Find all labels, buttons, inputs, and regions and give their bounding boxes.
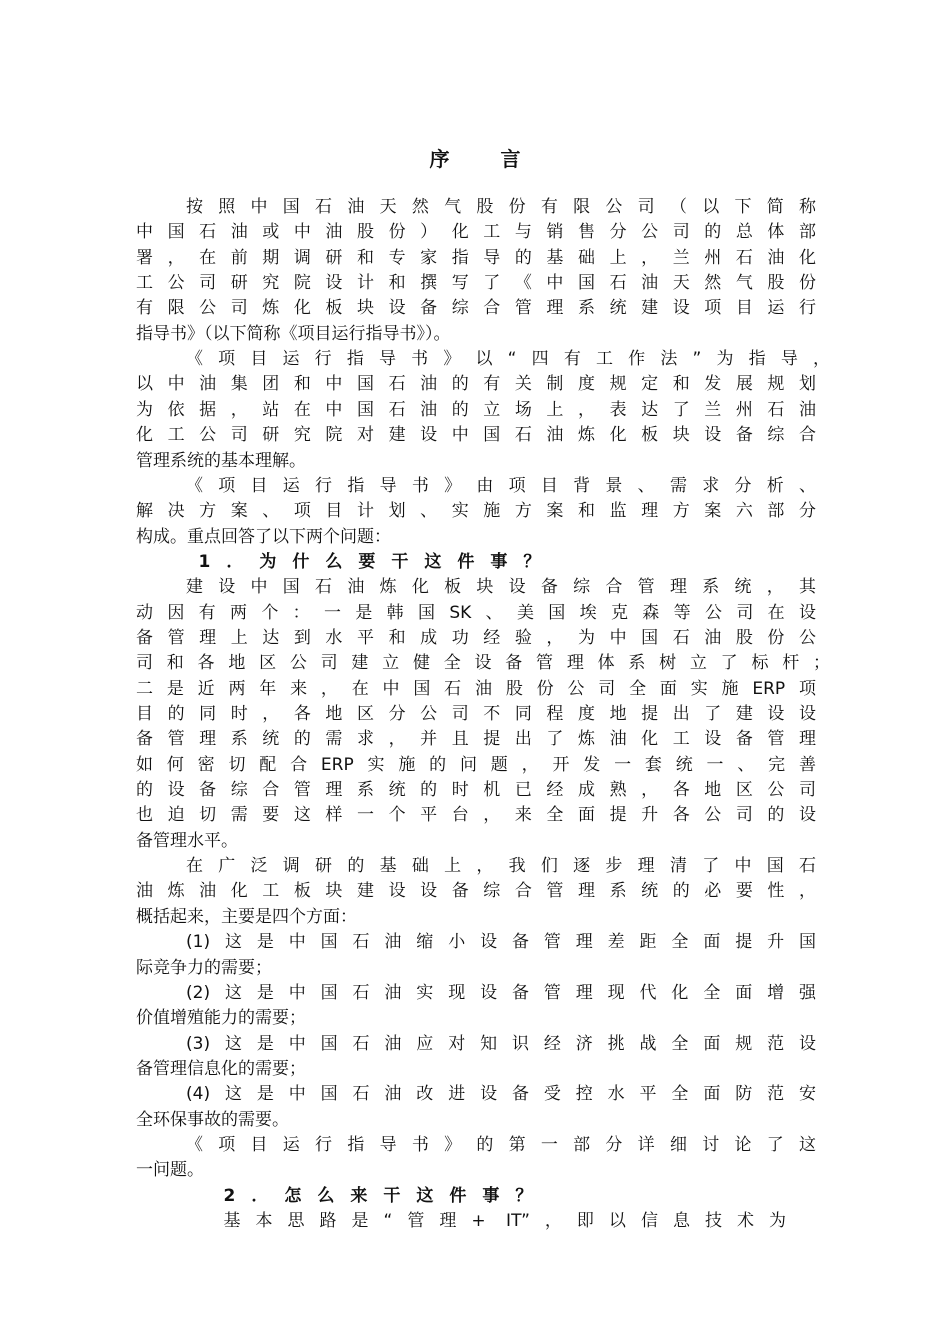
- paragraph-line: 油炼油化工板块建设设备综合管理系统的必要性，: [136, 881, 816, 902]
- paragraph-line: (4)这是中国石油改进设备受控水平全面防范安: [186, 1084, 816, 1105]
- paragraph-line: 概括起来，主要是四个方面：: [136, 906, 357, 927]
- paragraph-line: 在广泛调研的基础上，我们逐步理清了中国石: [186, 856, 816, 877]
- paragraph-line: 管理系统的基本理解。: [136, 450, 306, 471]
- paragraph-line: 价值增殖能力的需要；: [136, 1008, 306, 1029]
- paragraph-line: 工公司研究院设计和撰写了《中国石油天然气股份: [136, 273, 816, 294]
- paragraph-line: 基本思路是“管理+ IT”，即以信息技术为: [223, 1211, 786, 1231]
- paragraph-line: 为依据，站在中国石油的立场上，表达了兰州石油: [136, 399, 816, 420]
- paragraph-line: 《项目运行指导书》以“四有工作法”为指导，: [186, 349, 830, 370]
- paragraph-line: (3)这是中国石油应对知识经济挑战全面规范设: [186, 1033, 816, 1054]
- paragraph-line: 有限公司炼化板块设备综合管理系统建设项目运行: [136, 298, 816, 319]
- document-title: 序 言: [429, 147, 543, 171]
- paragraph-line: 际竞争力的需要；: [136, 957, 272, 978]
- paragraph-line: 全环保事故的需要。: [136, 1109, 289, 1130]
- paragraph-line: 司和各地区公司建立健全设备管理体系树立了标杆；: [136, 653, 830, 674]
- paragraph-line: 构成。重点回答了以下两个问题：: [136, 526, 391, 547]
- paragraph-line: 备管理信息化的需要；: [136, 1058, 306, 1079]
- paragraph-line: (1)这是中国石油缩小设备管理差距全面提升国: [186, 932, 816, 953]
- paragraph-line: 指导书》（以下简称《项目运行指导书》）。: [136, 323, 451, 344]
- paragraph-line: 备管理水平。: [136, 830, 238, 851]
- paragraph-line: 如何密切配合ERP实施的问题，开发一套统一、完善: [136, 754, 816, 775]
- paragraph-line: 《项目运行指导书》由项目背景、需求分析、: [186, 475, 816, 496]
- paragraph-line: 备管理上达到水平和成功经验，为中国石油股份公: [136, 627, 816, 648]
- paragraph-line: 《项目运行指导书》的第一部分详细讨论了这: [186, 1134, 816, 1155]
- paragraph-line: 动因有两个：一是韩国SK、美国埃克森等公司在设: [136, 602, 816, 623]
- paragraph-line: 二是近两年来，在中国石油股份公司全面实施ERP项: [136, 678, 816, 699]
- paragraph-line: (2)这是中国石油实现设备管理现代化全面增强: [186, 982, 816, 1003]
- paragraph-line: 备管理系统的需求，并且提出了炼油化工设备管理: [136, 729, 816, 750]
- section-heading: 1．为什么要干这件事？: [198, 551, 557, 572]
- paragraph-line: 按照中国石油天然气股份有限公司（以下简称: [186, 197, 816, 217]
- paragraph-line: 解决方案、项目计划、实施方案和监理方案六部分: [136, 501, 816, 522]
- paragraph-line: 署，在前期调研和专家指导的基础上，兰州石油化: [136, 247, 816, 268]
- paragraph-line: 建设中国石油炼化板块设备综合管理系统，其: [186, 577, 816, 598]
- paragraph-line: 目的同时，各地区分公司不同程度地提出了建设设: [136, 704, 816, 724]
- paragraph-line: 也迫切需要这样一个平台，来全面提升各公司的设: [136, 805, 816, 826]
- paragraph-line: 中国石油或中油股份）化工与销售分公司的总体部: [136, 222, 816, 243]
- paragraph-line: 以中油集团和中国石油的有关制度规定和发展规划: [136, 374, 816, 395]
- paragraph-line: 的设备综合管理系统的时机已经成熟，各地区公司: [136, 780, 816, 801]
- section-heading: 2．怎么来干这件事？: [223, 1185, 549, 1206]
- paragraph-line: 一问题。: [136, 1160, 204, 1181]
- paragraph-line: 化工公司研究院对建设中国石油炼化板块设备综合: [136, 425, 816, 446]
